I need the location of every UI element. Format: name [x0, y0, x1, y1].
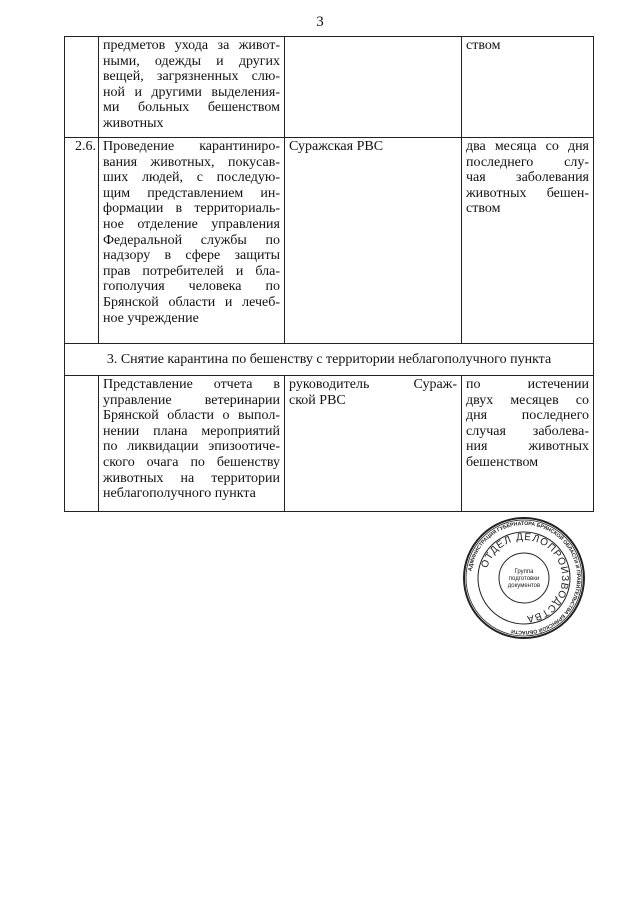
action-cell	[99, 138, 285, 344]
table-row	[65, 376, 594, 512]
deadline-line: последнего слу-	[466, 154, 589, 170]
action-line: ное отделение управления	[103, 216, 280, 232]
action-line: Брянской области и лечеб-	[103, 294, 280, 310]
deadline-line: ством	[466, 38, 501, 53]
measures-table	[64, 36, 594, 512]
action-line: животных на территории	[103, 470, 280, 486]
action-line: Представление отчета в	[103, 377, 280, 392]
table-row	[65, 138, 594, 344]
deadline-line: дня последнего	[466, 408, 589, 424]
deadline-line: случая заболева-	[466, 423, 589, 439]
row-number: 2.6.	[65, 138, 99, 344]
action-line: Брянской области о выпол-	[103, 408, 280, 424]
action-line: Проведение карантиниро-	[103, 139, 280, 154]
deadline-line: ством	[466, 201, 501, 217]
action-line: прав потребителей и бла-	[103, 263, 280, 279]
action-line: неблагополучного пункта	[103, 486, 256, 502]
action-line: животных	[103, 115, 164, 131]
action-line: по ликвидации эпизоотиче-	[103, 439, 280, 455]
action-line: гополучия человека по	[103, 279, 280, 295]
deadline-cell	[462, 376, 594, 512]
deadline-line: животных бешен-	[466, 185, 589, 201]
action-line: вещей, загрязненных слю-	[103, 69, 280, 85]
deadline-line: чая заболевания	[466, 170, 589, 186]
stamp-center-line: подготовки	[508, 576, 540, 582]
action-line: Федеральной службы по	[103, 232, 280, 248]
responsible-cell	[285, 376, 462, 512]
deadline-cell	[462, 37, 594, 138]
action-cell	[99, 37, 285, 138]
action-line: ной и другими выделения-	[103, 84, 280, 100]
section-heading: 3. Снятие карантина по бешенству с территории неблагополучного пункта	[65, 344, 594, 376]
action-line: ших людей, с последую-	[103, 170, 280, 186]
action-line: ными, одежды и других	[103, 53, 280, 69]
row-number	[65, 376, 99, 512]
deadline-line: бешенством	[466, 454, 539, 470]
action-line: нении плана мероприятий	[103, 423, 280, 439]
stamp-center-line: Группа	[514, 569, 534, 575]
deadline-line: по истечении	[466, 377, 589, 392]
deadline-cell	[462, 138, 594, 344]
action-line: формации в территориаль-	[103, 201, 280, 217]
action-line: предметов ухода за живот-	[103, 38, 280, 53]
deadline-line: двух месяцев со	[466, 392, 589, 408]
action-line: управление ветеринарии	[103, 392, 280, 408]
action-line: щим представлением ин-	[103, 185, 280, 201]
responsible-cell	[285, 37, 462, 138]
row-number	[65, 37, 99, 138]
table-row	[65, 37, 594, 138]
deadline-line: два месяца со дня	[466, 139, 589, 154]
stamp-outer-text: АДМИНИСТРАЦИЯ ГУБЕРНАТОРА БРЯНСКОЙ ОБЛАСТИ И ПРАВИТЕЛЬСТВА БРЯНСКОЙ ОБЛАСТИ	[467, 520, 582, 636]
responsible-line: ской РВС	[289, 392, 346, 408]
action-line: ского очага по бешенству	[103, 454, 280, 470]
action-line: ное учреждение	[103, 310, 199, 326]
stamp-arc-text: ОТДЕЛ ДЕЛОПРОИЗВОДСТВА	[479, 531, 571, 625]
stamp-center-line: документов	[507, 583, 541, 589]
action-line: вания животных, покусав-	[103, 154, 280, 170]
section-row	[65, 344, 594, 376]
responsible-line: руководитель Сураж-	[289, 377, 457, 392]
action-cell	[99, 376, 285, 512]
deadline-line: ния животных	[466, 439, 589, 455]
action-line: ми больных бешенством	[103, 100, 280, 116]
action-line: надзору в сфере защиты	[103, 248, 280, 264]
official-stamp	[462, 516, 586, 640]
page-number: 3	[316, 14, 324, 30]
responsible-cell: Суражская РВС	[285, 138, 462, 344]
